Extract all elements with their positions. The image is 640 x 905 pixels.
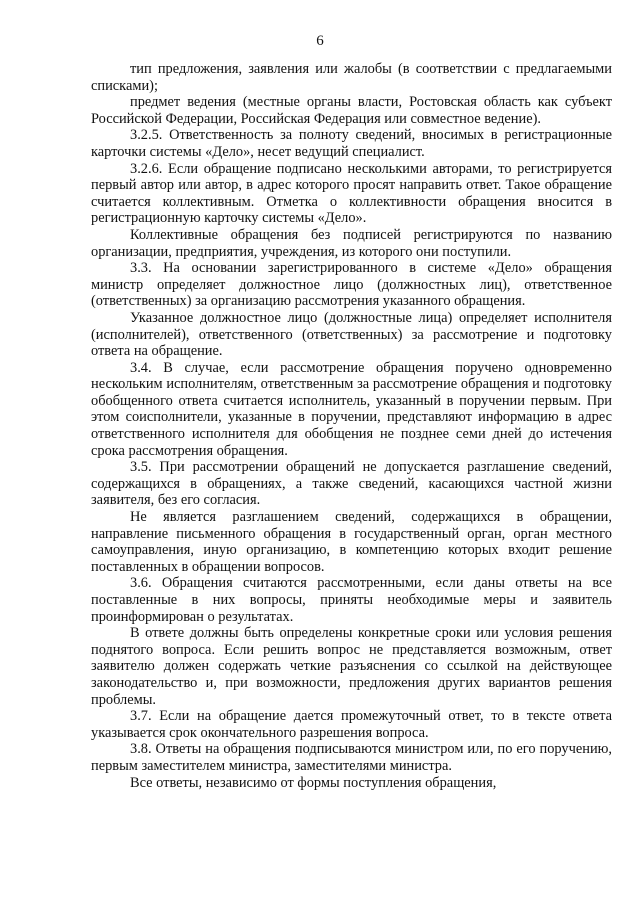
paragraph: 3.2.5. Ответственность за полноту сведений, вносимых в регистрационные карточки системы «Дело», несет ведущий специалист. — [91, 127, 612, 160]
paragraph: 3.3. На основании зарегистрированного в системе «Дело» обращения министр определяет должностное лицо (должностных лиц), ответственное (ответственных) за организацию рассмотрения указанного обращения. — [91, 260, 612, 310]
paragraph: тип предложения, заявления или жалобы (в соответствии с предлагаемыми списками); — [91, 61, 612, 94]
paragraph: 3.5. При рассмотрении обращений не допускается разглашение сведений, содержащихся в обращениях, а также сведений, касающихся частной жизни заявителя, без его согласия. — [91, 459, 612, 509]
paragraph: 3.2.6. Если обращение подписано несколькими авторами, то регистрируется первый автор или автор, в адрес которого просят направить ответ. Такое обращение считается коллективным. Отметка о коллективности обращения вносится в регистрационную карточку системы «Дело». — [91, 160, 612, 227]
paragraph: 3.6. Обращения считаются рассмотренными, если даны ответы на все поставленные в них вопросы, приняты необходимые меры и заявитель проинформирован о результатах. — [91, 575, 612, 625]
paragraph: В ответе должны быть определены конкретные сроки или условия решения поднятого вопроса. Если решить вопрос не представляется возможным, ответ заявителю должен содержать четкие разъяснения со ссылкой на действующее законодательство и, при возможности, предложения других вариантов решения проблемы. — [91, 625, 612, 708]
paragraph: Не является разглашением сведений, содержащихся в обращении, направление письменного обращения в государственный орган, орган местного самоуправления, иную организацию, в компетенцию которых входит решение поставленных в обращении вопросов. — [91, 509, 612, 575]
paragraph: Все ответы, независимо от формы поступления обращения, — [130, 774, 497, 791]
page-number: 6 — [316, 33, 324, 49]
body-text — [91, 61, 612, 791]
paragraph: 3.8. Ответы на обращения подписываются министром или, по его поручению, первым заместителем министра, заместителями министра. — [91, 741, 612, 774]
paragraph: 3.4. В случае, если рассмотрение обращения поручено одновременно нескольким исполнителям, ответственным за рассмотрение обращения и подготовку обобщенного ответа считается исполнитель, указанный в поручении первым. При этом соисполнители, указанные в поручении, представляют информацию в адрес ответственного исполнителя для обобщения не позднее семи дней до истечения срока рассмотрения обращения. — [91, 359, 612, 459]
paragraph: Указанное должностное лицо (должностные лица) определяет исполнителя (исполнителей), ответственного (ответственных) за рассмотрение и подготовку ответа на обращение. — [91, 309, 612, 360]
paragraph: Коллективные обращения без подписей регистрируются по названию организации, предприятия, учреждения, из которого они поступили. — [91, 226, 612, 260]
paragraph: предмет ведения (местные органы власти, Ростовская область как субъект Российской Федерации, Российская Федерация или совместное ведение). — [91, 94, 612, 127]
paragraph: 3.7. Если на обращение дается промежуточный ответ, то в тексте ответа указывается срок окончательного разрешения вопроса. — [91, 708, 612, 741]
